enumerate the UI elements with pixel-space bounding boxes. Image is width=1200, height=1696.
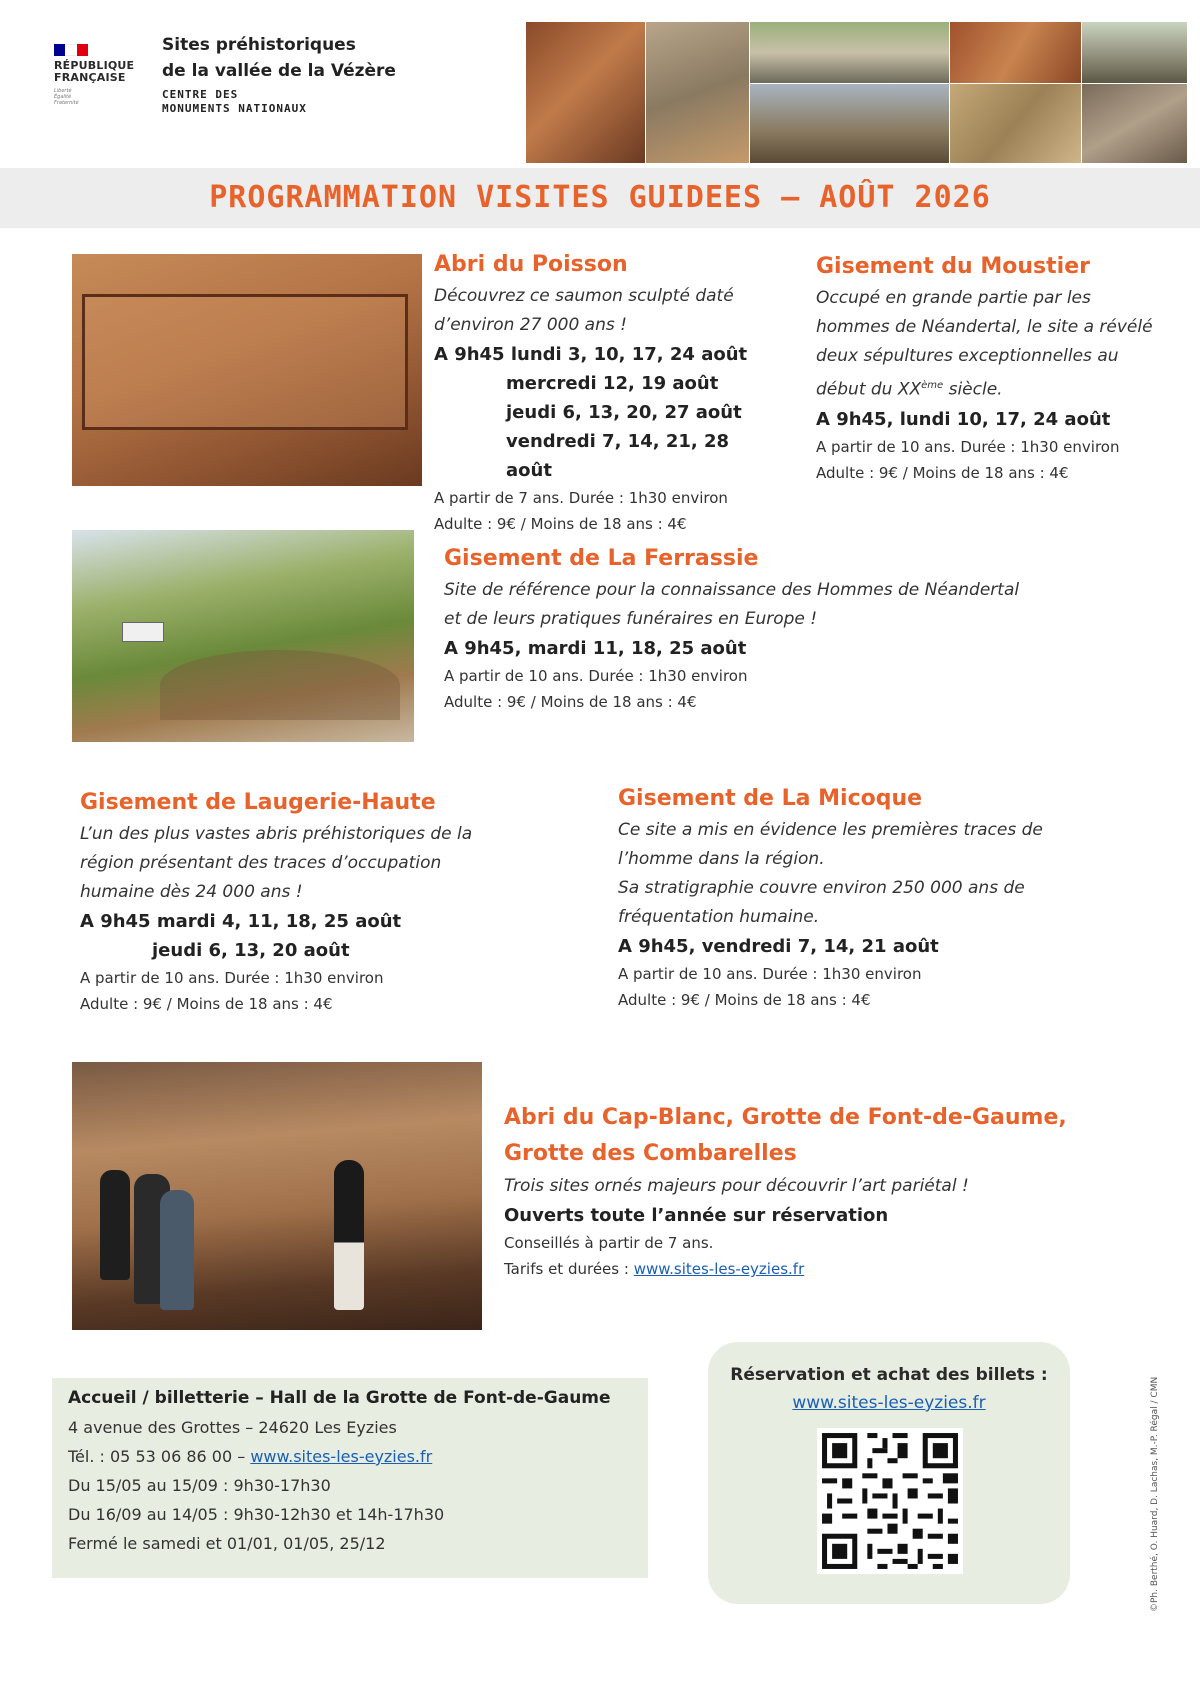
info-tel-label: Tél. : 05 53 06 86 00 – <box>68 1447 251 1466</box>
micoque-sched1: A 9h45, vendredi 7, 14, 21 août <box>618 936 939 957</box>
abri-poisson-age: A partir de 7 ans. Durée : 1h30 environ <box>434 489 728 507</box>
capblanc-tarifs <box>504 1256 1124 1282</box>
page-title: PROGRAMMATION VISITES GUIDEES – AOÛT 2026 <box>209 180 991 215</box>
info-box <box>52 1378 648 1578</box>
micoque-desc1: Ce site a mis en évidence les premières traces de <box>618 820 1043 840</box>
republique-line1: RÉPUBLIQUE <box>54 59 135 72</box>
info-closed: Fermé le samedi et 01/01, 01/05, 25/12 <box>68 1534 386 1553</box>
abri-poisson-sched4: vendredi 7, 14, 21, 28 août <box>506 431 730 481</box>
laugerie-sched2: jeudi 6, 13, 20 août <box>152 940 350 961</box>
photo-tile-engraving <box>950 22 1082 84</box>
capblanc-desc1: Trois sites ornés majeurs pour découvrir l’art pariétal ! <box>504 1176 969 1196</box>
moustier-block <box>816 250 1176 486</box>
laugerie-title: Gisement de Laugerie-Haute <box>80 790 436 815</box>
header-photo-mosaic <box>526 22 1188 164</box>
moustier-desc4-a: début du XX <box>816 379 922 400</box>
cmn-logo <box>162 88 307 116</box>
info-hours2: Du 16/09 au 14/05 : 9h30-12h30 et 14h-17h30 <box>68 1505 445 1524</box>
moustier-age: A partir de 10 ans. Durée : 1h30 environ <box>816 437 1120 456</box>
moustier-price: Adulte : 9€ / Moins de 18 ans : 4€ <box>816 463 1069 482</box>
info-tel <box>68 1442 644 1471</box>
moustier-desc4 <box>816 371 1176 405</box>
photo-abri-poisson <box>72 254 422 486</box>
laugerie-block <box>80 786 540 1017</box>
abri-poisson-sched1: A 9h45 lundi 3, 10, 17, 24 août <box>434 344 748 365</box>
abri-poisson-price: Adulte : 9€ / Moins de 18 ans : 4€ <box>434 515 687 533</box>
laugerie-desc3: humaine dès 24 000 ans ! <box>80 882 303 902</box>
moustier-desc4-sup: ème <box>921 380 944 391</box>
micoque-title: Gisement de La Micoque <box>618 786 923 811</box>
laugerie-price: Adulte : 9€ / Moins de 18 ans : 4€ <box>80 995 333 1013</box>
abri-poisson-sched3: jeudi 6, 13, 20, 27 août <box>506 402 742 423</box>
micoque-age: A partir de 10 ans. Durée : 1h30 environ <box>618 965 922 983</box>
site-title <box>162 32 396 84</box>
photo-tile-rock <box>526 22 646 164</box>
french-flag-icon <box>54 44 88 56</box>
cmn-line1: CENTRE DES <box>162 88 239 101</box>
reservation-link[interactable]: www.sites-les-eyzies.fr <box>792 1393 986 1413</box>
abri-poisson-title: Abri du Poisson <box>434 252 628 277</box>
laugerie-age: A partir de 10 ans. Durée : 1h30 environ <box>80 969 384 987</box>
motto: Liberté Égalité Fraternité <box>54 88 79 106</box>
moustier-desc4-b: siècle. <box>943 379 1003 400</box>
photo-tile-cliff <box>646 22 750 164</box>
photo-tile-shelter <box>750 22 950 84</box>
capblanc-title2: Grotte des Combarelles <box>504 1141 797 1166</box>
moustier-desc3: deux sépultures exceptionnelles au <box>816 346 1119 366</box>
republique-logo-text <box>54 60 134 84</box>
capblanc-block <box>504 1100 1124 1282</box>
micoque-price: Adulte : 9€ / Moins de 18 ans : 4€ <box>618 991 871 1009</box>
ferrassie-desc2: et de leurs pratiques funéraires en Europe ! <box>444 609 818 629</box>
ferrassie-title: Gisement de La Ferrassie <box>444 546 759 571</box>
moustier-desc1: Occupé en grande partie par les <box>816 288 1091 308</box>
site-title-line1: Sites préhistoriques <box>162 35 356 55</box>
photo-ferrassie <box>72 530 414 742</box>
laugerie-sched1: A 9h45 mardi 4, 11, 18, 25 août <box>80 911 402 932</box>
ferrassie-age: A partir de 10 ans. Durée : 1h30 environ <box>444 667 748 685</box>
capblanc-tarifs-label: Tarifs et durées : <box>504 1260 634 1278</box>
site-title-line2: de la vallée de la Vézère <box>162 61 396 81</box>
photo-tile-relief <box>950 84 1082 164</box>
ferrassie-price: Adulte : 9€ / Moins de 18 ans : 4€ <box>444 693 697 711</box>
ferrassie-desc1: Site de référence pour la connaissance des Hommes de Néandertal <box>444 580 1020 600</box>
photo-credit: ©Ph. Berthé, O. Huard, D. Lachas, M.-P. Régal / CMN <box>1150 1376 1160 1612</box>
moustier-title: Gisement du Moustier <box>816 254 1090 279</box>
laugerie-desc1: L’un des plus vastes abris préhistoriques de la <box>80 824 473 844</box>
capblanc-age: Conseillés à partir de 7 ans. <box>504 1234 714 1252</box>
abri-poisson-desc2: d’environ 27 000 ans ! <box>434 315 627 335</box>
micoque-block <box>618 782 1088 1013</box>
moustier-sched1: A 9h45, lundi 10, 17, 24 août <box>816 408 1111 430</box>
micoque-desc4: fréquentation humaine. <box>618 907 820 927</box>
capblanc-sched1: Ouverts toute l’année sur réservation <box>504 1205 889 1226</box>
info-website-link[interactable]: www.sites-les-eyzies.fr <box>250 1447 433 1466</box>
cmn-line2: MONUMENTS NATIONAUX <box>162 102 307 115</box>
abri-poisson-desc1: Découvrez ce saumon sculpté daté <box>434 286 734 306</box>
capblanc-title1: Abri du Cap-Blanc, Grotte de Font-de-Gaume, <box>504 1105 1067 1130</box>
photo-tile-building <box>1082 22 1188 84</box>
info-title: Accueil / billetterie – Hall de la Grotte de Font-de-Gaume <box>68 1388 611 1408</box>
ferrassie-sched1: A 9h45, mardi 11, 18, 25 août <box>444 638 747 659</box>
abri-poisson-sched2: mercredi 12, 19 août <box>506 373 719 394</box>
photo-tile-carving <box>1082 84 1188 164</box>
info-hours1: Du 15/05 au 15/09 : 9h30-17h30 <box>68 1476 331 1495</box>
micoque-desc3: Sa stratigraphie couvre environ 250 000 ans de <box>618 878 1025 898</box>
republique-line2: FRANÇAISE <box>54 71 126 84</box>
reservation-title: Réservation et achat des billets : <box>730 1365 1048 1385</box>
qr-code-icon[interactable] <box>817 1428 963 1574</box>
photo-cave-visitors <box>72 1062 482 1330</box>
ferrassie-block <box>444 542 1084 715</box>
info-address: 4 avenue des Grottes – 24620 Les Eyzies <box>68 1418 397 1437</box>
abri-poisson-block <box>434 248 774 537</box>
capblanc-website-link[interactable]: www.sites-les-eyzies.fr <box>633 1260 805 1278</box>
moustier-desc2: hommes de Néandertal, le site a révélé <box>816 317 1153 337</box>
photo-tile-forest <box>750 84 950 164</box>
micoque-desc2: l’homme dans la région. <box>618 849 825 869</box>
laugerie-desc2: région présentant des traces d’occupation <box>80 853 442 873</box>
